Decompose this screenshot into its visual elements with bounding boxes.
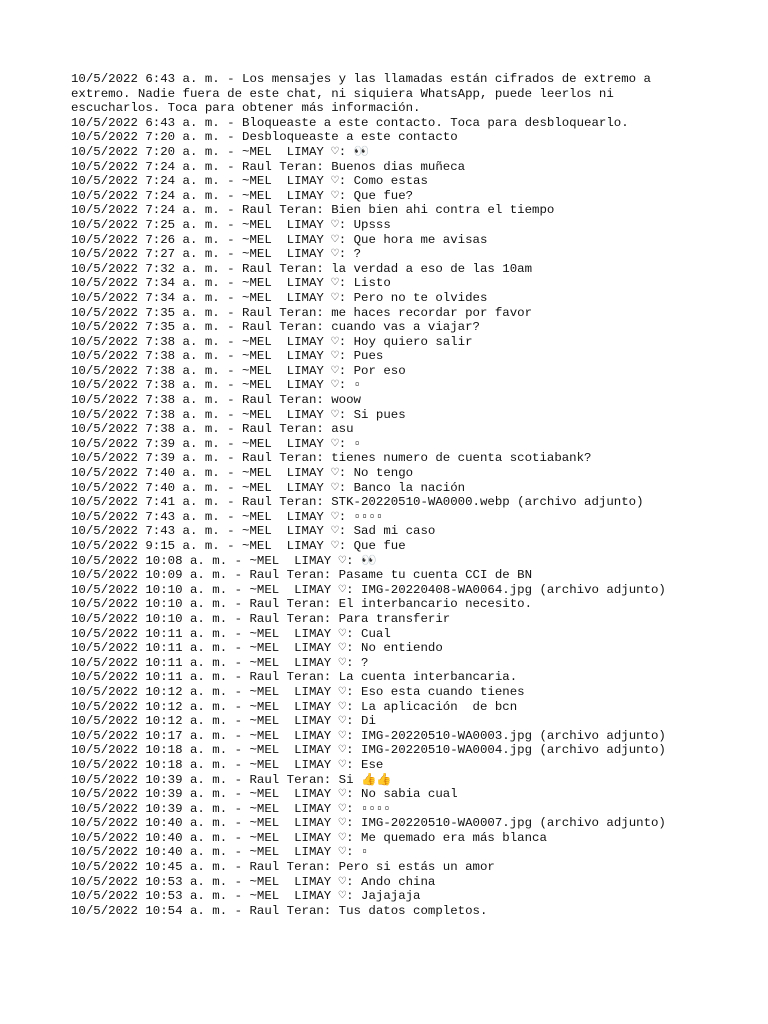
chat-log-line: 10/5/2022 7:38 a. m. - ~MEL LIMAY ♡: ▫ [71,378,362,393]
chat-log-line: 10/5/2022 7:26 a. m. - ~MEL LIMAY ♡: Que hora me avisas [71,232,488,247]
chat-log-line: 10/5/2022 10:40 a. m. - ~MEL LIMAY ♡: IMG-20220510-WA0007.jpg (archivo adjunto) [71,816,666,831]
chat-log-line: 10/5/2022 10:11 a. m. - Raul Teran: La cuenta interbancaria. [71,670,518,685]
chat-log-line: 10/5/2022 7:43 a. m. - ~MEL LIMAY ♡: Sad mi caso [71,524,436,539]
chat-log-line: 10/5/2022 10:11 a. m. - ~MEL LIMAY ♡: ? [71,655,369,670]
chat-log-line: 10/5/2022 7:24 a. m. - Raul Teran: Bien bien ahi contra el tiempo [71,203,555,218]
chat-log-line: escucharlos. Toca para obtener más información. [71,101,421,116]
chat-log-line: 10/5/2022 10:53 a. m. - ~MEL LIMAY ♡: Jajajaja [71,889,421,904]
chat-log-line: 10/5/2022 10:54 a. m. - Raul Teran: Tus datos completos. [71,903,488,918]
chat-log-line: 10/5/2022 10:10 a. m. - Raul Teran: Para transferir [71,611,451,626]
chat-log-line: 10/5/2022 10:39 a. m. - ~MEL LIMAY ♡: No sabia cual [71,787,458,802]
chat-log-line: 10/5/2022 7:24 a. m. - Raul Teran: Buenos dias muñeca [71,159,466,174]
chat-log-line: 10/5/2022 7:38 a. m. - Raul Teran: woow [71,393,361,408]
chat-log-line: 10/5/2022 7:25 a. m. - ~MEL LIMAY ♡: Upsss [71,217,391,232]
chat-log-line: 10/5/2022 7:38 a. m. - ~MEL LIMAY ♡: Pues [71,349,384,364]
chat-log-line: 10/5/2022 7:39 a. m. - ~MEL LIMAY ♡: ▫ [71,436,362,451]
chat-log-line: 10/5/2022 7:35 a. m. - Raul Teran: me haces recordar por favor [71,305,533,320]
chat-log-line: 10/5/2022 7:24 a. m. - ~MEL LIMAY ♡: Que fue? [71,188,414,203]
chat-log-line: 10/5/2022 7:24 a. m. - ~MEL LIMAY ♡: Como estas [71,174,428,189]
chat-log-line: 10/5/2022 10:40 a. m. - ~MEL LIMAY ♡: ▫ [71,845,369,860]
chat-log-line: 10/5/2022 7:20 a. m. - ~MEL LIMAY ♡: 👀 [71,144,370,159]
chat-log-line: 10/5/2022 7:34 a. m. - ~MEL LIMAY ♡: Pero no te olvides [71,290,488,305]
chat-log-line: 10/5/2022 10:12 a. m. - ~MEL LIMAY ♡: Eso esta cuando tienes [71,684,525,699]
chat-log-line: 10/5/2022 10:12 a. m. - ~MEL LIMAY ♡: La aplicación de bcn [71,699,518,714]
chat-log-line: 10/5/2022 7:35 a. m. - Raul Teran: cuando vas a viajar? [71,320,480,335]
chat-log-line: 10/5/2022 7:27 a. m. - ~MEL LIMAY ♡: ? [71,247,362,262]
chat-log-text [71,72,761,918]
chat-log-line: 10/5/2022 9:15 a. m. - ~MEL LIMAY ♡: Que fue [71,539,406,553]
chat-log-line: 10/5/2022 7:38 a. m. - Raul Teran: asu [71,422,354,437]
chat-log-line: 10/5/2022 7:32 a. m. - Raul Teran: la verdad a eso de las 10am [71,261,533,276]
chat-log-line: 10/5/2022 10:11 a. m. - ~MEL LIMAY ♡: Cual [71,626,391,641]
chat-log-line: 10/5/2022 7:41 a. m. - Raul Teran: STK-20220510-WA0000.webp (archivo adjunto) [71,495,644,510]
chat-log-line: 10/5/2022 10:39 a. m. - Raul Teran: Si 👍👍 [71,772,392,787]
chat-log-line: 10/5/2022 6:43 a. m. - Los mensajes y las llamadas están cifrados de extremo a [71,72,651,86]
chat-log-line: 10/5/2022 6:43 a. m. - Bloqueaste a este contacto. Toca para desbloquearlo. [71,115,629,130]
chat-log-line: 10/5/2022 10:40 a. m. - ~MEL LIMAY ♡: Me quemado era más blanca [71,830,547,845]
chat-log-line: 10/5/2022 10:10 a. m. - Raul Teran: El interbancario necesito. [71,597,533,612]
chat-log-line: 10/5/2022 7:34 a. m. - ~MEL LIMAY ♡: Listo [71,276,391,291]
chat-log-line: 10/5/2022 10:08 a. m. - ~MEL LIMAY ♡: 👀 [71,553,377,568]
chat-log-line: 10/5/2022 10:18 a. m. - ~MEL LIMAY ♡: Ese [71,757,384,772]
chat-log-line: 10/5/2022 10:17 a. m. - ~MEL LIMAY ♡: IMG-20220510-WA0003.jpg (archivo adjunto) [71,728,666,743]
chat-log-line: 10/5/2022 10:18 a. m. - ~MEL LIMAY ♡: IMG-20220510-WA0004.jpg (archivo adjunto) [71,743,666,758]
chat-log-line: 10/5/2022 10:53 a. m. - ~MEL LIMAY ♡: Ando china [71,874,436,889]
chat-log-line: 10/5/2022 7:40 a. m. - ~MEL LIMAY ♡: Banco la nación [71,480,466,495]
chat-log-line: 10/5/2022 10:45 a. m. - Raul Teran: Pero si estás un amor [71,860,495,875]
chat-log-line: 10/5/2022 10:39 a. m. - ~MEL LIMAY ♡: ▫▫▫▫ [71,801,391,816]
chat-log-line: 10/5/2022 7:39 a. m. - Raul Teran: tienes numero de cuenta scotiabank? [71,451,592,466]
chat-log-line: 10/5/2022 7:43 a. m. - ~MEL LIMAY ♡: ▫▫▫▫ [71,509,384,524]
chat-log-line: 10/5/2022 10:11 a. m. - ~MEL LIMAY ♡: No entiendo [71,641,443,656]
chat-log-line: 10/5/2022 10:10 a. m. - ~MEL LIMAY ♡: IMG-20220408-WA0064.jpg (archivo adjunto) [71,582,666,597]
chat-log-line: extremo. Nadie fuera de este chat, ni siquiera WhatsApp, puede leerlos ni [71,86,614,101]
chat-log-line: 10/5/2022 7:38 a. m. - ~MEL LIMAY ♡: Si pues [71,407,406,422]
chat-log-line: 10/5/2022 10:12 a. m. - ~MEL LIMAY ♡: Di [71,714,376,729]
chat-log-line: 10/5/2022 7:40 a. m. - ~MEL LIMAY ♡: No tengo [71,466,414,481]
chat-log-line: 10/5/2022 10:09 a. m. - Raul Teran: Pasame tu cuenta CCI de BN [71,568,533,583]
chat-log-line: 10/5/2022 7:38 a. m. - ~MEL LIMAY ♡: Hoy quiero salir [71,334,473,349]
chat-log-line: 10/5/2022 7:20 a. m. - Desbloqueaste a este contacto [71,130,458,145]
chat-log-line: 10/5/2022 7:38 a. m. - ~MEL LIMAY ♡: Por eso [71,363,406,378]
